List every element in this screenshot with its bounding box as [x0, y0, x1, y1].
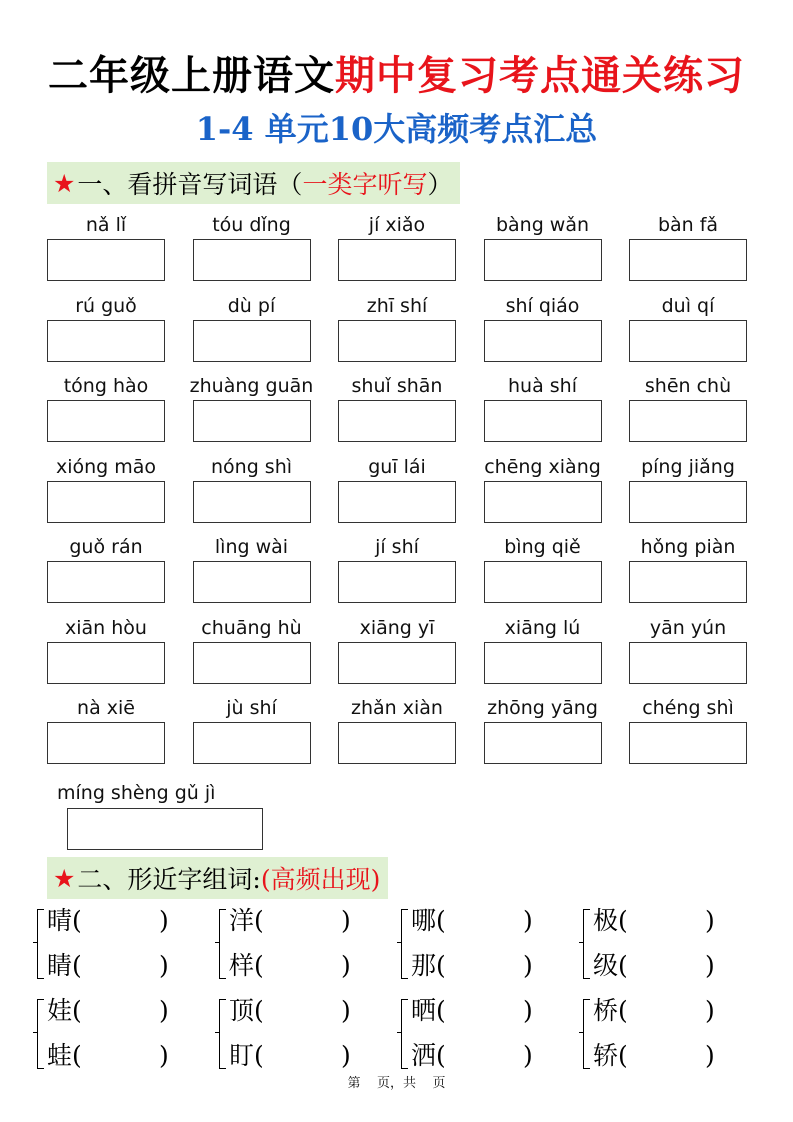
- answer-box[interactable]: [629, 481, 747, 523]
- pinyin-item: [484, 211, 602, 292]
- word-blank[interactable]: [47, 899, 197, 943]
- word-blank[interactable]: [229, 944, 379, 988]
- character-pair: [583, 899, 743, 991]
- pinyin-label: guī lái: [368, 455, 426, 478]
- section-2-title-highlight: (高频出现): [260, 865, 381, 894]
- pinyin-item: [338, 533, 456, 614]
- section-2-heading: [47, 857, 388, 899]
- closing-paren: ): [523, 1041, 533, 1070]
- pinyin-item: [47, 372, 165, 453]
- closing-paren: ): [159, 1041, 169, 1070]
- answer-box[interactable]: [484, 481, 602, 523]
- page-subtitle: 1-4 单元10大高频考点汇总: [195, 110, 598, 148]
- pinyin-label: nà xiē: [77, 697, 135, 719]
- answer-box[interactable]: [193, 561, 311, 603]
- pinyin-grid: [47, 211, 747, 775]
- pinyin-item: [189, 372, 314, 453]
- character-label: 晒(: [411, 996, 446, 1025]
- pinyin-label: dù pí: [227, 294, 276, 317]
- answer-box[interactable]: [629, 722, 747, 764]
- closing-paren: ): [341, 951, 351, 980]
- pinyin-item: [193, 614, 311, 695]
- pinyin-item: [338, 614, 456, 695]
- section-1-title-end: ）: [427, 170, 453, 199]
- answer-box[interactable]: [338, 642, 456, 684]
- answer-box[interactable]: [338, 561, 456, 603]
- star-icon: ★: [53, 168, 76, 198]
- pinyin-label: huà shí: [508, 375, 577, 397]
- answer-box[interactable]: [47, 400, 165, 442]
- pinyin-label: xiāng lú: [504, 616, 581, 639]
- closing-paren: ): [705, 951, 715, 980]
- character-pair: [37, 899, 197, 991]
- section-1-title-highlight: 一类字听写: [302, 170, 428, 199]
- closing-paren: ): [705, 906, 715, 935]
- pinyin-item: [629, 453, 747, 534]
- pinyin-item: [338, 372, 456, 453]
- character-label: 娃(: [47, 996, 82, 1025]
- brace-icon: [583, 999, 590, 1069]
- section-1-title: 一、看拼音写词语（: [77, 170, 303, 199]
- pinyin-label: zhuàng guān: [189, 375, 314, 397]
- pinyin-label: guǒ rán: [69, 536, 143, 558]
- pinyin-item: [629, 372, 747, 453]
- word-blank[interactable]: [229, 989, 379, 1033]
- section-2-title: 二、形近字组词:: [77, 865, 261, 894]
- answer-box[interactable]: [338, 400, 456, 442]
- answer-box[interactable]: [629, 239, 747, 281]
- answer-box[interactable]: [338, 239, 456, 281]
- pinyin-label: duì qí: [661, 294, 715, 317]
- character-label: 盯(: [229, 1041, 264, 1070]
- closing-paren: ): [159, 951, 169, 980]
- brace-icon: [37, 999, 44, 1069]
- pinyin-item: [47, 614, 165, 695]
- pinyin-label: chuāng hù: [201, 616, 302, 639]
- pinyin-item: [629, 211, 747, 292]
- pinyin-label: bìng qiě: [504, 536, 581, 558]
- character-label: 洒(: [411, 1041, 446, 1070]
- pinyin-item: [193, 453, 311, 534]
- answer-box[interactable]: [193, 481, 311, 523]
- character-label: 哪(: [411, 906, 446, 935]
- pinyin-item: [47, 292, 165, 373]
- closing-paren: ): [705, 996, 715, 1025]
- answer-box[interactable]: [338, 320, 456, 362]
- pinyin-label: xiāng yī: [359, 616, 435, 639]
- pinyin-item: [338, 292, 456, 373]
- title-part-red: 期中复习考点通关练习: [335, 52, 745, 99]
- answer-box[interactable]: [193, 320, 311, 362]
- pinyin-label: shēn chù: [644, 375, 732, 397]
- pinyin-label: zhōng yāng: [487, 697, 598, 719]
- character-label: 洋(: [229, 906, 264, 935]
- closing-paren: ): [341, 1041, 351, 1070]
- word-blank[interactable]: [593, 989, 743, 1033]
- answer-box[interactable]: [47, 481, 165, 523]
- answer-box[interactable]: [484, 642, 602, 684]
- pinyin-item: [193, 211, 311, 292]
- character-label: 样(: [229, 951, 264, 980]
- answer-box[interactable]: [338, 722, 456, 764]
- word-blank[interactable]: [411, 899, 561, 943]
- pinyin-label: nǎ lǐ: [85, 214, 127, 236]
- character-pair: [37, 989, 197, 1081]
- brace-icon: [219, 999, 226, 1069]
- brace-icon: [401, 999, 408, 1069]
- pinyin-item: [629, 533, 747, 614]
- pinyin-item-extra: [57, 779, 263, 851]
- answer-box[interactable]: [47, 642, 165, 684]
- answer-box[interactable]: [629, 400, 747, 442]
- character-label: 轿(: [593, 1041, 628, 1070]
- pinyin-label: zhǎn xiàn: [351, 697, 443, 719]
- character-label: 蛙(: [47, 1041, 82, 1070]
- pinyin-label: míng shèng gǔ jì: [57, 782, 216, 804]
- pinyin-label: hǒng piàn: [640, 536, 736, 558]
- pinyin-label: nóng shì: [210, 455, 293, 478]
- character-pair: [219, 899, 379, 991]
- pinyin-item: [47, 694, 165, 775]
- answer-box[interactable]: [193, 722, 311, 764]
- character-label: 晴(: [47, 906, 82, 935]
- section-1-heading: [47, 162, 460, 204]
- pinyin-label: xiān hòu: [65, 616, 147, 639]
- answer-box[interactable]: [484, 320, 602, 362]
- closing-paren: ): [341, 906, 351, 935]
- pinyin-label: lìng wài: [214, 536, 289, 558]
- word-blank[interactable]: [47, 989, 197, 1033]
- pinyin-item: [629, 614, 747, 695]
- answer-box[interactable]: [629, 642, 747, 684]
- closing-paren: ): [523, 951, 533, 980]
- pinyin-item: [47, 211, 165, 292]
- character-label: 极(: [593, 906, 628, 935]
- answer-box[interactable]: [484, 400, 602, 442]
- word-blank[interactable]: [411, 944, 561, 988]
- character-label: 那(: [411, 951, 446, 980]
- pinyin-item: [338, 694, 456, 775]
- pinyin-label: bàn fǎ: [657, 214, 719, 236]
- page-title: [0, 48, 793, 104]
- word-blank[interactable]: [47, 944, 197, 988]
- pinyin-item: [193, 533, 311, 614]
- pinyin-label: tóng hào: [63, 375, 149, 397]
- pinyin-label: chéng shì: [642, 697, 734, 719]
- answer-box[interactable]: [47, 722, 165, 764]
- answer-box[interactable]: [484, 561, 602, 603]
- character-label: 级(: [593, 951, 628, 980]
- word-blank[interactable]: [229, 899, 379, 943]
- page-footer: 第 页，共 页: [347, 1076, 446, 1091]
- character-pair: [401, 989, 561, 1081]
- answer-box[interactable]: [484, 722, 602, 764]
- answer-box[interactable]: [47, 239, 165, 281]
- answer-box[interactable]: [47, 320, 165, 362]
- answer-box[interactable]: [338, 481, 456, 523]
- pinyin-item: [484, 372, 602, 453]
- pinyin-label: píng jiǎng: [641, 455, 735, 478]
- answer-box[interactable]: [193, 400, 311, 442]
- closing-paren: ): [523, 996, 533, 1025]
- pinyin-item: [484, 453, 602, 534]
- pinyin-item: [47, 533, 165, 614]
- pinyin-label: xióng māo: [55, 455, 157, 478]
- pinyin-item: [484, 292, 602, 373]
- answer-box[interactable]: [484, 239, 602, 281]
- pinyin-label: rú guǒ: [75, 294, 137, 317]
- closing-paren: ): [341, 996, 351, 1025]
- pinyin-item: [484, 614, 602, 695]
- character-pair: [401, 899, 561, 991]
- pinyin-item: [484, 694, 602, 775]
- pinyin-label: jù shí: [226, 697, 277, 719]
- pinyin-label: tóu dǐng: [212, 214, 291, 236]
- pinyin-item: [47, 453, 165, 534]
- pinyin-label: shuǐ shān: [351, 375, 443, 397]
- brace-icon: [219, 909, 226, 979]
- pinyin-item: [629, 694, 747, 775]
- pinyin-item: [629, 292, 747, 373]
- brace-icon: [37, 909, 44, 979]
- word-blank[interactable]: [411, 989, 561, 1033]
- pinyin-item: [193, 292, 311, 373]
- pinyin-item: [338, 211, 456, 292]
- answer-box[interactable]: [193, 239, 311, 281]
- pinyin-item: [338, 453, 456, 534]
- pinyin-label: shí qiáo: [505, 294, 580, 317]
- pinyin-item: [484, 533, 602, 614]
- pinyin-label: chēng xiàng: [484, 455, 601, 478]
- character-label: 顶(: [229, 996, 264, 1025]
- answer-box[interactable]: [629, 320, 747, 362]
- closing-paren: ): [523, 906, 533, 935]
- closing-paren: ): [159, 906, 169, 935]
- closing-paren: ): [159, 996, 169, 1025]
- character-pair: [583, 989, 743, 1081]
- pinyin-label: yān yún: [649, 616, 727, 639]
- word-blank[interactable]: [593, 944, 743, 988]
- character-pair: [219, 989, 379, 1081]
- brace-icon: [401, 909, 408, 979]
- pinyin-item: [193, 694, 311, 775]
- character-label: 睛(: [47, 951, 82, 980]
- answer-box[interactable]: [629, 561, 747, 603]
- answer-box[interactable]: [67, 808, 263, 850]
- pinyin-label: jí xiǎo: [368, 214, 426, 236]
- star-icon: ★: [53, 863, 76, 893]
- answer-box[interactable]: [193, 642, 311, 684]
- brace-icon: [583, 909, 590, 979]
- pinyin-label: zhī shí: [366, 294, 428, 317]
- pinyin-label: bàng wǎn: [495, 214, 590, 236]
- closing-paren: ): [705, 1041, 715, 1070]
- word-blank[interactable]: [593, 899, 743, 943]
- title-part-black: 二年级上册语文: [48, 52, 335, 99]
- answer-box[interactable]: [47, 561, 165, 603]
- pinyin-label: jí shí: [375, 536, 419, 558]
- character-label: 桥(: [593, 996, 628, 1025]
